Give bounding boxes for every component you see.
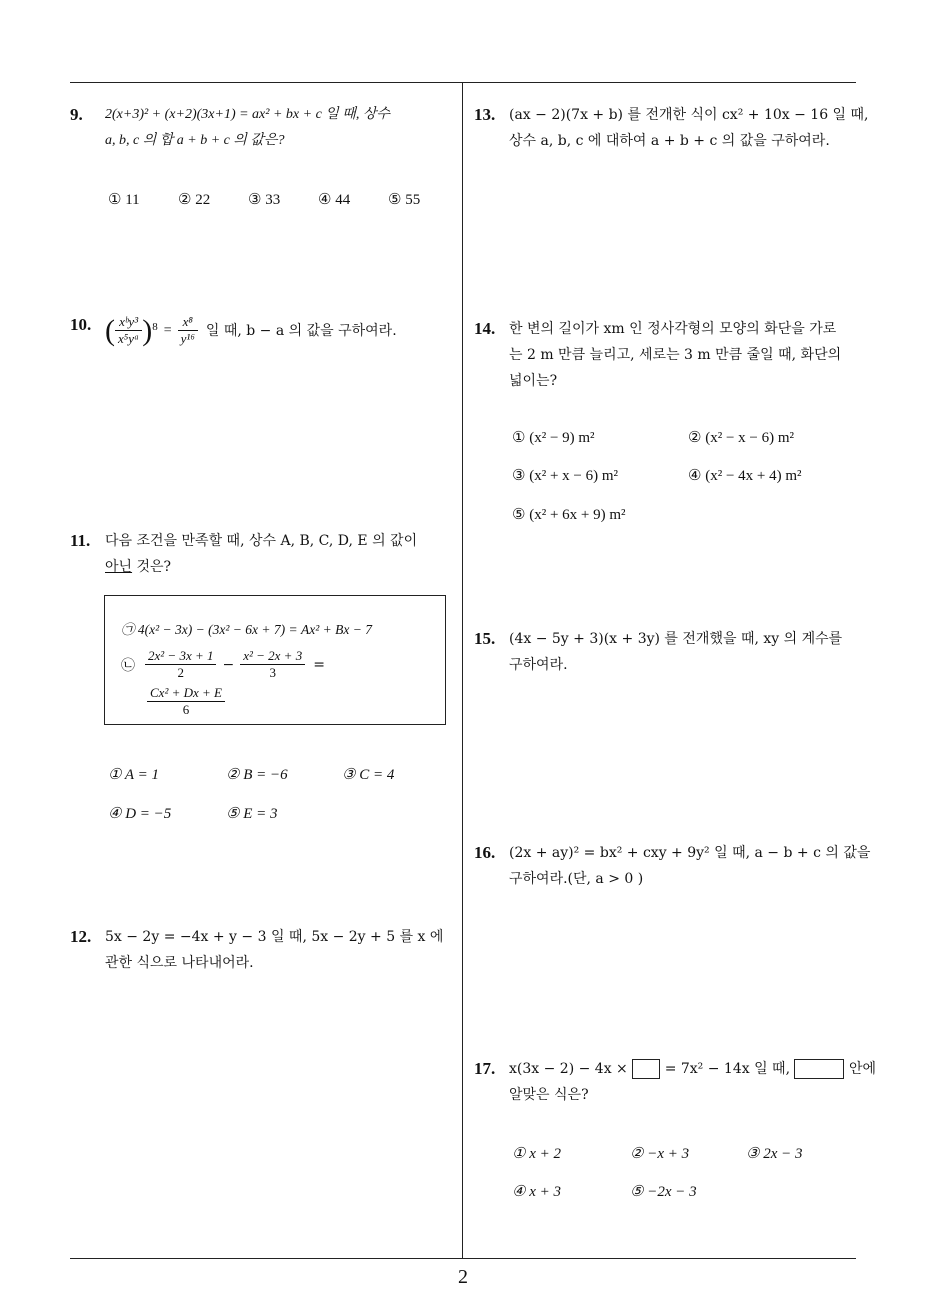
question-text: 상수 a, b, c 에 대하여 a + b + c 의 값을 구하여라. [509,133,830,149]
fraction-denominator: 2 [177,665,184,680]
top-rule [70,82,856,83]
condition-2 [121,648,325,718]
exponent: 8 [152,321,158,333]
question-text: a, b, c 의 합 a + b + c 의 값은? [105,133,285,148]
column-divider [462,82,463,1258]
answer-option[interactable]: ⑤ (x² + 6x + 9) m² [512,507,626,523]
conditions-box [104,595,446,725]
emphasis-underline: 아닌 [105,559,133,575]
question-text: 구하여라.(단, a > 0 ) [509,871,644,887]
answer-option[interactable]: ⑤ E = 3 [226,806,278,822]
question-text: 한 변의 길이가 xm 인 정사각형의 모양의 화단을 가로 [509,321,837,337]
bottom-rule [70,1258,856,1259]
left-paren: ( [105,313,115,347]
blank-box [632,1059,660,1079]
right-paren: ) [142,313,153,347]
question-text: 2(x+3)² + (x+2)(3x+1) = ax² + bx + c 일 때, 상수 [105,107,390,122]
answer-option[interactable]: ① A = 1 [108,767,159,783]
answer-option[interactable]: ③ 33 [248,192,281,208]
fraction [147,685,225,718]
answer-option[interactable]: ② B = −6 [226,767,288,783]
question-text: 알맞은 식은? [509,1087,589,1103]
question-number: 14. [474,319,496,338]
question-text: 구하여라. [509,657,568,673]
question-text: 관한 식으로 나타내어라. [105,955,254,971]
answer-option[interactable]: ⑤ 55 [388,192,421,208]
question-text: x(3x − 2) − 4x × [509,1061,628,1077]
question-number: 10. [70,315,92,334]
fraction [240,648,305,681]
answer-option[interactable]: ③ 2x − 3 [746,1146,803,1162]
equals-sign: = [313,656,325,673]
question-text: 것은? [132,559,172,575]
answer-option[interactable]: ③ (x² + x − 6) m² [512,468,619,484]
answer-option[interactable]: ② −x + 3 [630,1146,690,1162]
question-text: 다음 조건을 만족할 때, 상수 A, B, C, D, E 의 값이 [105,533,418,549]
question-text: 는 2 m 만큼 늘리고, 세로는 3 m 만큼 줄일 때, 화단의 [509,347,842,363]
fraction [145,648,216,681]
fraction-denominator: 3 [269,665,276,680]
question-text: 안에 [848,1061,876,1077]
fraction-denominator: x⁵yᵃ [118,331,140,346]
answer-option[interactable]: ① x + 2 [512,1146,561,1162]
question-number: 15. [474,629,496,648]
answer-option[interactable]: ① (x² − 9) m² [512,430,595,446]
answer-option[interactable]: ④ (x² − 4x + 4) m² [688,468,802,484]
fraction-denominator: 6 [182,702,190,717]
answer-option[interactable]: ④ D = −5 [108,806,172,822]
question-number: 12. [70,927,92,946]
answer-option[interactable]: ④ 44 [318,192,351,208]
answer-option[interactable]: ② 22 [178,192,211,208]
fraction-numerator: x⁸ [178,314,198,331]
fraction-numerator: x² − 2x + 3 [240,648,305,665]
blank-box [794,1059,844,1079]
answer-option[interactable]: ① 11 [108,192,140,208]
condition-mark: ㉡ [121,657,135,674]
answer-option[interactable]: ⑤ −2x − 3 [630,1184,697,1200]
question-text: (ax − 2)(7x + b) 를 전개한 식이 cx² + 10x − 16 일 때, [509,107,869,123]
question-text: (4x − 5y + 3)(x + 3y) 를 전개했을 때, xy 의 계수를 [509,631,843,647]
answer-option[interactable]: ② (x² − x − 6) m² [688,430,795,446]
fraction-numerator: Cx² + Dx + E [147,685,225,702]
question-number: 16. [474,843,496,862]
question-text: 일 때, b − a 의 값을 구하여라. [205,322,397,339]
fraction-denominator: y¹⁶ [180,331,195,346]
question-text: 넓이는? [509,373,558,389]
answer-option[interactable]: ④ x + 3 [512,1184,561,1200]
fraction [178,314,198,347]
question-number: 13. [474,105,496,124]
answer-option[interactable]: ③ C = 4 [342,767,395,783]
fraction [115,314,142,347]
condition-1: ㉠ 4(x² − 3x) − (3x² − 6x + 7) = Ax² + Bx − 7 [121,622,372,637]
question-number: 11. [70,531,91,550]
equals-sign: = [163,322,172,338]
fraction-numerator: 2x² − 3x + 1 [145,648,216,665]
question-text: 5x − 2y = −4x + y − 3 일 때, 5x − 2y + 5 를 x 에 [105,929,444,945]
minus-sign: − [222,656,235,673]
page-number: 2 [458,1266,468,1288]
fraction-numerator: xᵇy³ [115,314,142,331]
question-number: 17. [474,1059,496,1078]
question-number: 9. [70,105,83,124]
question-text: (2x + ay)² = bx² + cxy + 9y² 일 때, a − b + c 의 값을 [509,845,871,861]
question-text: = 7x² − 14x 일 때, [664,1061,791,1077]
